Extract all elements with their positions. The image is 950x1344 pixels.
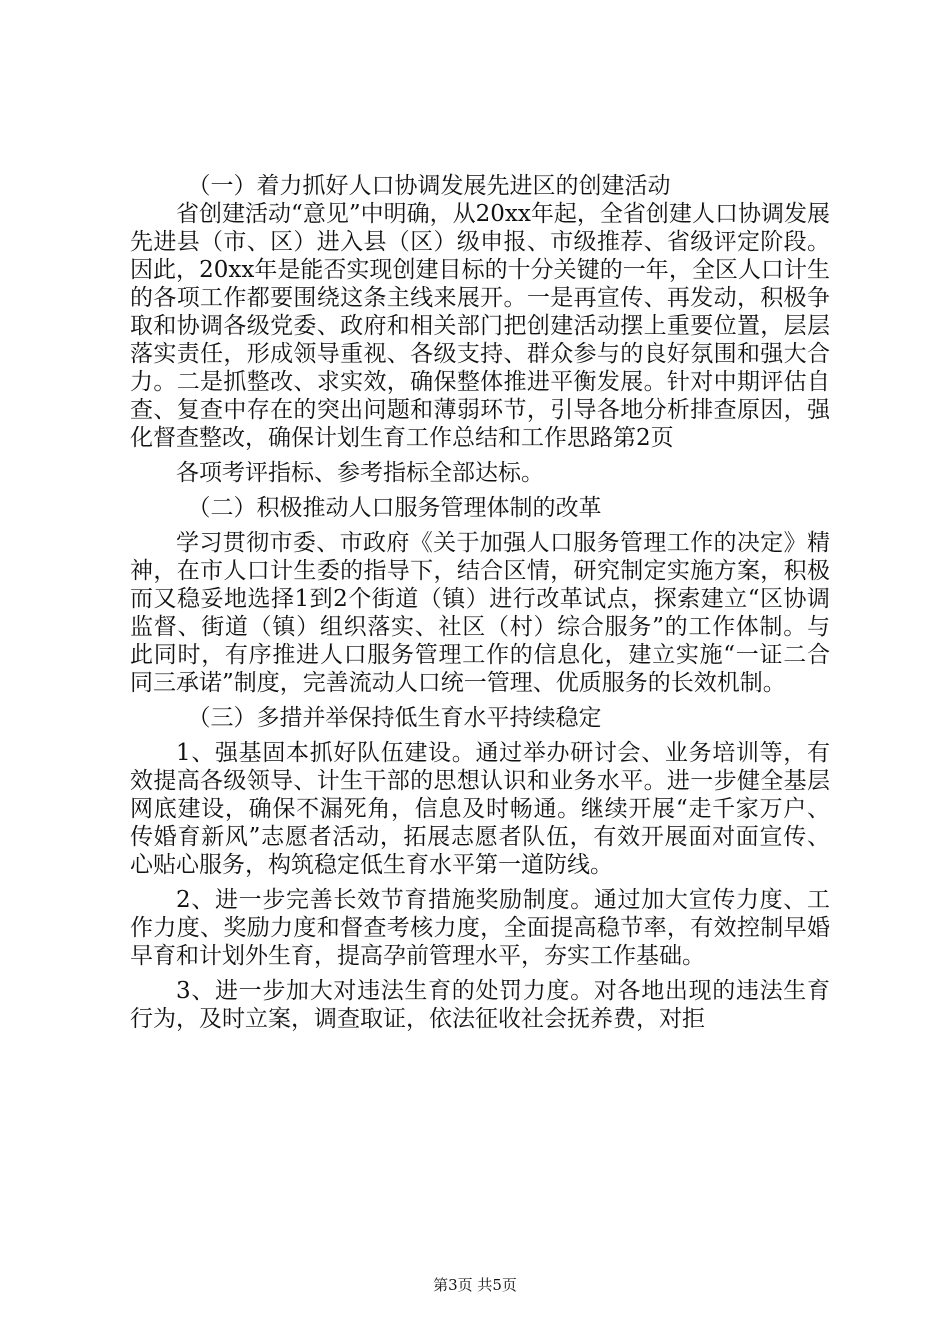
section-heading-1: （一）着力抓好人口协调发展先进区的创建活动: [187, 173, 671, 199]
body-paragraph: 省创建活动“意见”中明确，从20xx年起，全省创建人口协调发展先进县（市、区）进入县（区）级申报、市级推荐、省级评定阶段。因此，20xx年是能否实现创建目标的十分关键的一年，全区人口计生的各项工作都要围绕这条主线来展开。一是再宣传、再发动，积极争取和协调各级党委、政府和相关部门把创建活动摆上重要位置，层层落实责任，形成领导重视、各级支持、群众参与的良好氛围和强大合力。二是抓整改、求实效，确保整体推进平衡发展。针对中期评估自查、复查中存在的突出问题和薄弱环节，引导各地分析排查原因，强化督查整改，确保计划生育工作总结和工作思路第2页: [130, 201, 830, 451]
body-paragraph: 各项考评指标、参考指标全部达标。: [176, 460, 544, 486]
body-paragraph: 3、进一步加大对违法生育的处罚力度。对各地出现的违法生育行为，及时立案，调查取证，依法征收社会抚养费，对拒: [130, 978, 830, 1032]
body-paragraph: 1、强基固本抓好队伍建设。通过举办研讨会、业务培训等，有效提高各级领导、计生干部的思想认识和业务水平。进一步健全基层网底建设，确保不漏死角，信息及时畅通。继续开展“走千家万户、传婚育新风”志愿者活动，拓展志愿者队伍，有效开展面对面宣传、心贴心服务，构筑稳定低生育水平第一道防线。: [130, 740, 830, 878]
page-footer: 第3页 共5页: [433, 1276, 517, 1294]
section-heading-3: （三）多措并举保持低生育水平持续稳定: [187, 705, 602, 731]
section-heading-2: （二）积极推动人口服务管理体制的改革: [187, 495, 602, 521]
body-paragraph: 学习贯彻市委、市政府《关于加强人口服务管理工作的决定》精神，在市人口计生委的指导下，结合区情，研究制定实施方案，积极而又稳妥地选择1到2个街道（镇）进行改革试点，探索建立“区协调监督、街道（镇）组织落实、社区（村）综合服务”的工作体制。与此同时，有序推进人口服务管理工作的信息化，建立实施“一证二合同三承诺”制度，完善流动人口统一管理、优质服务的长效机制。: [130, 530, 830, 696]
body-paragraph: 2、进一步完善长效节育措施奖励制度。通过加大宣传力度、工作力度、奖励力度和督查考核力度，全面提高稳节率，有效控制早婚早育和计划外生育，提高孕前管理水平，夯实工作基础。: [130, 887, 830, 969]
document-body: [130, 172, 830, 1033]
